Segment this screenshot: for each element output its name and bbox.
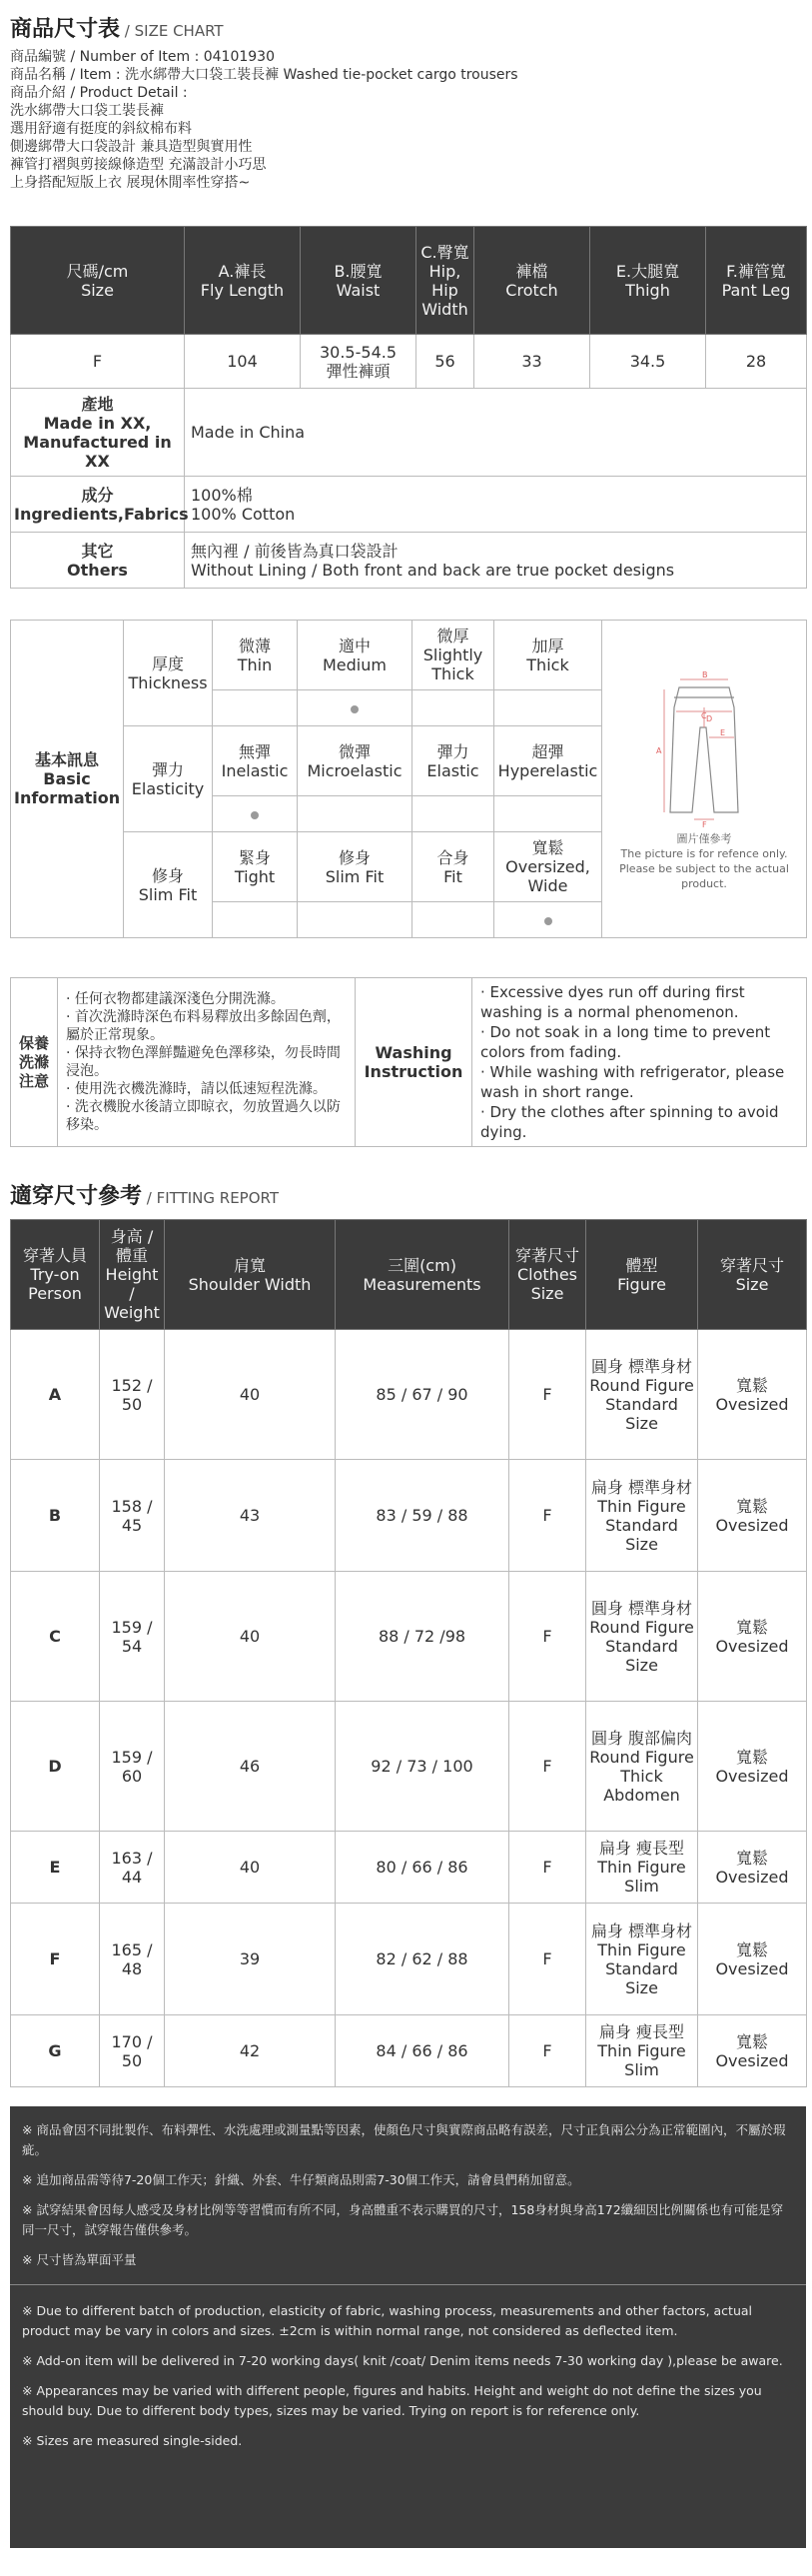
hip-header: C.臀寬 Hip, Hip Width [416,227,474,335]
waist-value: 30.5-54.5 彈性褲頭 [301,335,416,389]
person-cell: E [11,1832,100,1904]
product-info [10,48,806,192]
person-cell: G [11,2015,100,2087]
clothes-size-cell: F [509,1460,586,1572]
title-sub: / SIZE CHART [124,22,224,40]
product-number: 商品編號 / Number of Item : 04101930 [10,49,275,65]
leg-value: 28 [706,335,807,389]
notes-en [10,2284,806,2451]
diagram-letter-f: F [702,819,707,827]
size-header: 尺碼/cm Size [11,227,185,335]
washing-label-zh: 保養洗滌注意 [11,978,58,1147]
fit-cell: 寬鬆 Ovesized [698,1702,807,1832]
clothes-size-cell: F [509,2015,586,2087]
fitting-table [10,1219,807,2087]
measurements-header: 三圍(cm) Measurements [336,1220,509,1330]
diagram-letter-a: A [656,745,662,755]
note-zh: ※ 尺寸皆為單面平量 [22,2252,137,2267]
measurements-cell: 82 / 62 / 88 [336,1904,509,2015]
shoulder-header: 肩寬 Shoulder Width [165,1220,336,1330]
basic-info-label: 基本訊息 Basic Information [11,621,124,938]
shoulder-cell: 40 [165,1832,336,1904]
fitting-table-section [10,1219,806,2087]
washing-note: · Do not soak in a long time to prevent colors from fading. [480,1023,771,1061]
thigh-header: E.大腿寬 Thigh [590,227,706,335]
washing-note: · 任何衣物都建議深淺色分開洗滌。 [66,991,285,1007]
shoulder-cell: 42 [165,2015,336,2087]
product-detail-line: 上身搭配短版上衣 展現休閒率性穿搭~ [10,175,251,191]
basic-info-table [10,620,807,938]
notes-zh [10,2106,806,2270]
diagram-letter-c: C [701,710,707,720]
height-weight-header: 身高 / 體重 Height / Weight [100,1220,165,1330]
fit-label: 修身 Slim Fit [124,832,213,938]
fitting-report-header [10,1179,806,1210]
measurements-cell: 85 / 67 / 90 [336,1330,509,1460]
shoulder-cell: 40 [165,1572,336,1702]
washing-note: · While washing with refrigerator, please wash in short range. [480,1063,785,1101]
figure-cell: 扁身 標準身材 Thin Figure Standard Size [586,1460,698,1572]
fitting-report-title [10,1179,806,1210]
note-en: ※ Appearances may be varied with different people, figures and habits. Height and weight do not define the sizes you should buy. Due to different body types, sizes may be varied. Trying on report is for reference only. [22,2383,762,2418]
thickness-option-thin: 微薄 Thin [213,621,298,690]
product-detail-line: 側邊綁帶大口袋設計 兼具造型與實用性 [10,139,253,155]
clothes-size-cell: F [509,1330,586,1460]
size-value: F [11,335,185,389]
height-weight-cell: 159 / 60 [100,1702,165,1832]
material-row [11,477,807,533]
fitting-title-main: 適穿尺寸參考 [10,1184,143,1209]
thickness-option-thick: 加厚 Thick [494,621,602,690]
size-chart-title [10,12,806,43]
person-cell: B [11,1460,100,1572]
figure-cell: 扁身 標準身材 Thin Figure Standard Size [586,1904,698,2015]
fit-cell: 寬鬆 Ovesized [698,2015,807,2087]
shoulder-cell: 39 [165,1904,336,2015]
size-row [11,335,807,389]
fitting-table-header [11,1220,807,1330]
size-table [10,226,807,589]
thickness-option-slightly-thick: 微厚 Slightly Thick [412,621,494,690]
waist-header: B.腰寬 Waist [301,227,416,335]
clothes-size-cell: F [509,1832,586,1904]
other-row [11,533,807,589]
note-en: ※ Due to different batch of production, elasticity of fabric, washing process, measurements and other factors, actual product may be vary in colors and sizes. ±2cm is within normal range, not considered as deflected item. [22,2303,752,2338]
figure-header: 體型 Figure [586,1220,698,1330]
fit-option-tight: 緊身 Tight [213,832,298,902]
clothes-size-header: 穿著尺寸 Clothes Size [509,1220,586,1330]
fitting-body [11,1330,807,2087]
measurements-cell: 83 / 59 / 88 [336,1460,509,1572]
elasticity-option-inelastic: 無彈 Inelastic [213,726,298,796]
washing-note: · 洗衣機脫水後請立即晾衣，勿放置過久以防移染。 [66,1099,341,1133]
size-chart-header [10,12,806,43]
washing-table [10,977,807,1147]
figure-cell: 圓身 標準身材 Round Figure Standard Size [586,1330,698,1460]
size-table-header [11,227,807,335]
thigh-value: 34.5 [590,335,706,389]
diagram-letter-e: E [720,727,726,737]
leg-header: F.褲管寬 Pant Leg [706,227,807,335]
thickness-label: 厚度 Thickness [124,621,213,726]
fit-cell: 寬鬆 Ovesized [698,1460,807,1572]
figure-cell: 圓身 腹部偏肉 Round Figure Thick Abdomen [586,1702,698,1832]
washing-note: · 使用洗衣機洗滌時，請以低速短程洗滌。 [66,1081,327,1097]
fit-cell: 寬鬆 Ovesized [698,1832,807,1904]
fit-cell: 寬鬆 Ovesized [698,1572,807,1702]
height-weight-cell: 158 / 45 [100,1460,165,1572]
note-en: ※ Add-on item will be delivered in 7-20 working days( knit /coat/ Denim items needs 7-30 working day ),please be aware. [22,2353,783,2368]
note-zh: ※ 商品會因不同批製作、布料彈性、水洗處理或測量點等因素，使顏色尺寸與實際商品略有誤差，尺寸正負兩公分為正常範圍內，不屬於瑕疵。 [22,2122,786,2157]
origin-value: Made in China [185,389,807,477]
crotch-value: 33 [474,335,590,389]
crotch-header: 褲檔 Crotch [474,227,590,335]
title-main: 商品尺寸表 [10,17,121,42]
fit-cell: 寬鬆 Ovesized [698,1330,807,1460]
washing-label-en: Washing Instruction [356,978,472,1147]
thickness-options-row [11,621,807,690]
height-weight-cell: 163 / 44 [100,1832,165,1904]
fit-size-header: 穿著尺寸 Size [698,1220,807,1330]
product-detail-line: 洗水綁帶大口袋工裝長褲 [10,103,164,119]
shoulder-cell: 46 [165,1702,336,1832]
diagram-caption-en: The picture is for refence only. Please be subject to the actual product. [619,846,789,890]
product-detail-label: 商品介紹 / Product Detail : [10,85,188,101]
person-header: 穿著人員 Try-on Person [11,1220,100,1330]
washing-note: · 保持衣物色澤鮮豔避免色澤移染，勿長時間浸泡。 [66,1045,341,1079]
product-detail-line: 選用舒適有挺度的斜紋棉布料 [10,121,192,137]
fit-option-slim-fit: 修身 Slim Fit [298,832,412,902]
washing-note: · Dry the clothes after spinning to avoid dying. [480,1103,779,1141]
fitting-row [11,1330,807,1460]
length-value: 104 [185,335,301,389]
measurements-cell: 80 / 66 / 86 [336,1832,509,1904]
person-cell: F [11,1904,100,2015]
washing-section [10,977,806,1147]
measurements-cell: 88 / 72 /98 [336,1572,509,1702]
height-weight-cell: 159 / 54 [100,1572,165,1702]
elasticity-label: 彈力 Elasticity [124,726,213,832]
height-weight-cell: 152 / 50 [100,1330,165,1460]
origin-row [11,389,807,477]
diagram-letter-b: B [702,669,708,679]
basic-info-section [10,620,806,938]
washing-note: · Excessive dyes run off during first washing is a normal phenomenon. [480,983,745,1021]
hip-value: 56 [416,335,474,389]
fitting-row [11,1904,807,2015]
elasticity-option-hyperelastic: 超彈 Hyperelastic [494,726,602,796]
selected-indicator-dot [544,917,552,925]
note-zh: ※ 追加商品需等待7-20個工作天；針織、外套、牛仔類商品則需7-30個工作天，請會員們稍加留意。 [22,2172,580,2187]
product-detail-line: 褲管打褶與剪接線條造型 充滿設計小巧思 [10,157,267,173]
pants-diagram-cell [602,621,807,938]
height-weight-cell: 165 / 48 [100,1904,165,2015]
fitting-row [11,1702,807,1832]
clothes-size-cell: F [509,1904,586,2015]
selected-indicator-dot [251,811,259,819]
fitting-title-sub: / FITTING REPORT [146,1189,280,1207]
washing-notes-en [472,978,807,1147]
washing-note: · 首次洗滌時深色布料易釋放出多餘固色劑，屬於正常現象。 [66,1009,341,1043]
fitting-row [11,1572,807,1702]
figure-cell: 扁身 瘦長型 Thin Figure Slim [586,1832,698,1904]
measurements-cell: 84 / 66 / 86 [336,2015,509,2087]
size-table-section [10,226,806,589]
fit-option-fit: 合身 Fit [412,832,494,902]
thickness-option-medium: 適中 Medium [298,621,412,690]
clothes-size-cell: F [509,1572,586,1702]
figure-cell: 扁身 瘦長型 Thin Figure Slim [586,2015,698,2087]
note-zh: ※ 試穿結果會因每人感受及身材比例等等習慣而有所不同，身高體重不表示購買的尺寸，158身材與身高172纖細因比例關係也有可能是穿同一尺寸，試穿報告僅供參考。 [22,2202,784,2237]
shoulder-cell: 40 [165,1330,336,1460]
fitting-row [11,1460,807,1572]
person-cell: A [11,1330,100,1460]
elasticity-option-microelastic: 微彈 Microelastic [298,726,412,796]
fitting-row [11,1832,807,1904]
fit-option-oversized: 寬鬆 Oversized, Wide [494,832,602,902]
length-header: A.褲長 Fly Length [185,227,301,335]
origin-label: 產地 Made in XX, Manufactured in XX [11,389,185,477]
pants-diagram [644,667,764,827]
notes-panel [10,2106,806,2548]
shoulder-cell: 43 [165,1460,336,1572]
person-cell: D [11,1702,100,1832]
note-en: ※ Sizes are measured single-sided. [22,2433,243,2448]
other-value: 無內裡 / 前後皆為真口袋設計 Without Lining / Both front and back are true pocket designs [185,533,807,589]
material-value: 100%棉 100% Cotton [185,477,807,533]
fit-cell: 寬鬆 Ovesized [698,1904,807,2015]
elasticity-option-elastic: 彈力 Elastic [412,726,494,796]
person-cell: C [11,1572,100,1702]
fitting-row [11,2015,807,2087]
material-label: 成分 Ingredients,Fabrics [11,477,185,533]
other-label: 其它 Others [11,533,185,589]
diagram-caption-zh: 圖片僅參考 [676,831,732,845]
height-weight-cell: 170 / 50 [100,2015,165,2087]
measurements-cell: 92 / 73 / 100 [336,1702,509,1832]
figure-cell: 圓身 標準身材 Round Figure Standard Size [586,1572,698,1702]
washing-notes-zh [58,978,356,1147]
product-name: 商品名稱 / Item : 洗水綁帶大口袋工裝長褲 Washed tie-pocket cargo trousers [10,67,518,83]
diagram-letter-d: D [706,713,713,723]
clothes-size-cell: F [509,1702,586,1832]
selected-indicator-dot [351,705,359,713]
